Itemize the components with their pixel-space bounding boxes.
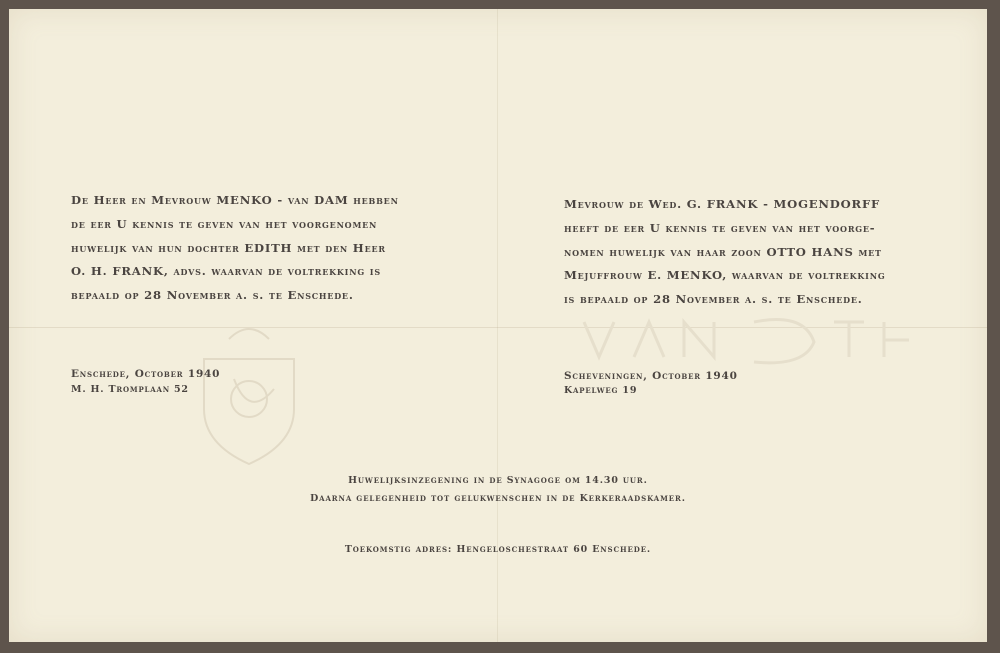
invitation-card [9, 9, 987, 642]
bride-family-announcement [71, 189, 431, 308]
watermark-emblem-icon [194, 319, 304, 469]
ceremony-info-line-2: Daarna gelegenheid tot gelukwenschen in de Kerkeraadskamer. [310, 493, 686, 504]
groom-family-place-date: Scheveningen, October 1940 [564, 370, 738, 382]
announcement-line: huwelijk van hun dochter EDITH met den Heer [71, 240, 386, 255]
announcement-line: De Heer en Mevrouw MENKO - van DAM hebben [71, 193, 399, 207]
show-through-lettering [564, 312, 944, 372]
announcement-line: nomen huwelijk van haar zoon OTTO HANS met [564, 244, 882, 259]
announcement-line: Mevrouw de Wed. G. FRANK - MOGENDORFF [564, 197, 881, 211]
announcement-line: bepaald op 28 November a. s. te Enschede. [71, 288, 354, 303]
announcement-line: de eer U kennis te geven van het voorgenomen [71, 216, 378, 231]
groom-family-announcement [564, 193, 934, 312]
announcement-line: O. H. FRANK, advs. waarvan de voltrekking is [71, 264, 381, 279]
bride-family-place-date: Enschede, October 1940 [71, 368, 221, 380]
announcement-line: is bepaald op 28 November a. s. te Enschede. [564, 292, 863, 307]
bride-family-address: M. H. Tromplaan 52 [71, 384, 189, 395]
announcement-line: heeft de eer U kennis te geven van het voorge- [564, 220, 876, 235]
groom-family-address: Kapelweg 19 [564, 385, 638, 396]
ceremony-info-line-1: Huwelijksinzegening in de Synagoge om 14.30 uur. [348, 475, 648, 486]
future-address: Toekomstig adres: Hengeloschestraat 60 Enschede. [344, 544, 652, 555]
announcement-line: Mejuffrouw E. MENKO, waarvan de voltrekking [564, 268, 886, 283]
